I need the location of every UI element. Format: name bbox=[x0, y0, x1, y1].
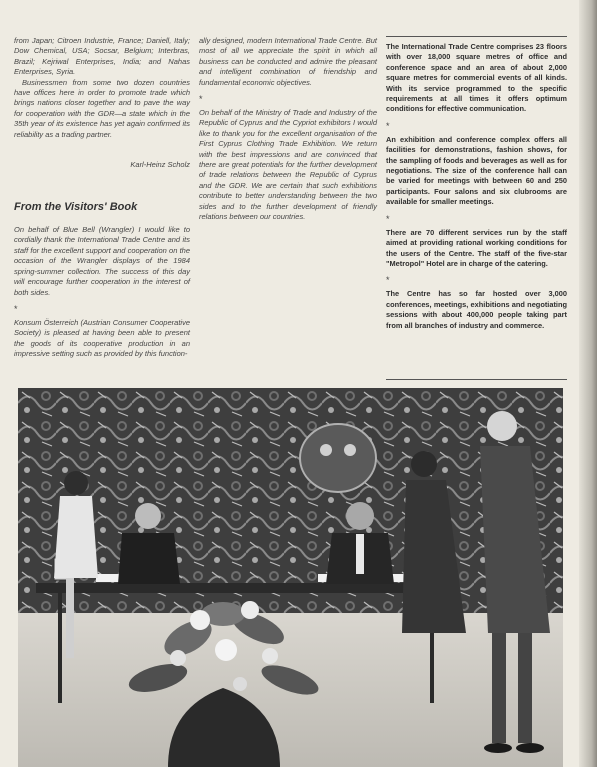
article-paragraph: Businessmen from some two dozen countries have offices here in order to promote trade which brings nations closer together and to pave the way for cooperation with the GDR—a state which in the 35th year of its existence has yet again confirmed its reliability as a trading partner. bbox=[14, 77, 190, 139]
person-seated-left bbox=[135, 503, 161, 529]
visitor-entry-konsum: Konsum Österreich (Austrian Consumer Cooperative Society) is pleased at having been able to present the goods of its cooperative production in an impressive setting such as provided by this function- bbox=[14, 317, 190, 359]
person-standing-right bbox=[487, 411, 517, 441]
person-woman bbox=[64, 471, 88, 495]
column-middle bbox=[199, 36, 377, 223]
section-heading: From the Visitors' Book bbox=[14, 201, 138, 214]
sidebar-paragraph-facilities: The International Trade Centre comprises 23 floors with over 18,000 square metres of office and conference space and an area of about 2,000 square metres for commercial events of all kinds. With its service programmed to the specific requirements at all times it offers optimum conditions for effective communication. bbox=[386, 42, 567, 114]
article-continuation: from Japan; Citroen Industrie, France; Daniell, Italy; Dow Chemical, USA; Socsar, Belgium; Interbras, Brazil; Kejriwal Enterprises, India; and Nahas Enterprises, Syria. bbox=[14, 36, 190, 77]
sidebar-paragraph-services: There are 70 different services run by the staff aimed at providing rational working conditions for the users of the Centre. The staff of the five-star "Metropol" Hotel are in charge of the catering. bbox=[386, 227, 567, 268]
column-right-sidebar bbox=[386, 42, 567, 331]
person-standing-middle bbox=[411, 451, 437, 477]
sidebar-paragraph-exhibition: An exhibition and conference complex offers all facilities for demonstrations, fashion shows, for the sampling of foods and beverages as well as for negotiations. The size of the conference hall can be varied for meetings with between 60 and 250 participants. Four salons and six clubrooms are available for smaller meetings. bbox=[386, 134, 567, 207]
column-left bbox=[14, 36, 190, 360]
signing-ceremony-photo bbox=[18, 388, 563, 767]
entry-separator-star: * bbox=[199, 94, 203, 105]
sidebar-top-rule bbox=[386, 36, 567, 37]
visitor-entry-blue-bell: On behalf of Blue Bell (Wrangler) I would like to cordially thank the International Trade Centre and its staff for the excellent support and cooperation on the occasion of the Wrangler displays of the 1984 spring-summer collection. The success of this day will encourage further cooperation in the interest of both sides. bbox=[14, 225, 190, 297]
entry-separator-star: * bbox=[14, 303, 18, 314]
visitor-entry-cyprus: On behalf of the Ministry of Trade and Industry of the Republic of Cyprus and the Cypriot exhibitors I would like to thank you for the excellent organisation of the First Cyprus Clothing Trade Exhibition. We return with the best impressions and are convinced that there are great potentials for the further development of trade relations between the Republic of Cyprus and the GDR. We are certain that such exhibitions contribute to better understanding between the two sides and to the further development of friendly relations between our countries. bbox=[199, 108, 377, 222]
book-spine-shadow bbox=[579, 0, 597, 767]
author-signature: Karl-Heinz Scholz bbox=[130, 160, 190, 170]
sidebar-paragraph-statistics: The Centre has so far hosted over 3,000 conferences, meetings, exhibitions and negotiating sessions with about 400,000 people taking part from all branches of industry and commerce. bbox=[386, 289, 567, 330]
person-seated-right bbox=[346, 502, 374, 530]
signing-table bbox=[36, 583, 456, 593]
photo-illustration bbox=[18, 388, 563, 767]
visitor-entry-konsum-continued: ally designed, modern International Trade Centre. But most of all we appreciate the spirit in which all business can be conducted and admire the pleasant and intelligent combination of friendship and fundamental economic objectives. bbox=[199, 36, 377, 87]
sidebar-separator-star: * bbox=[386, 275, 390, 286]
sidebar-separator-star: * bbox=[386, 120, 390, 131]
sidebar-separator-star: * bbox=[386, 213, 390, 224]
sidebar-bottom-rule bbox=[386, 379, 567, 380]
